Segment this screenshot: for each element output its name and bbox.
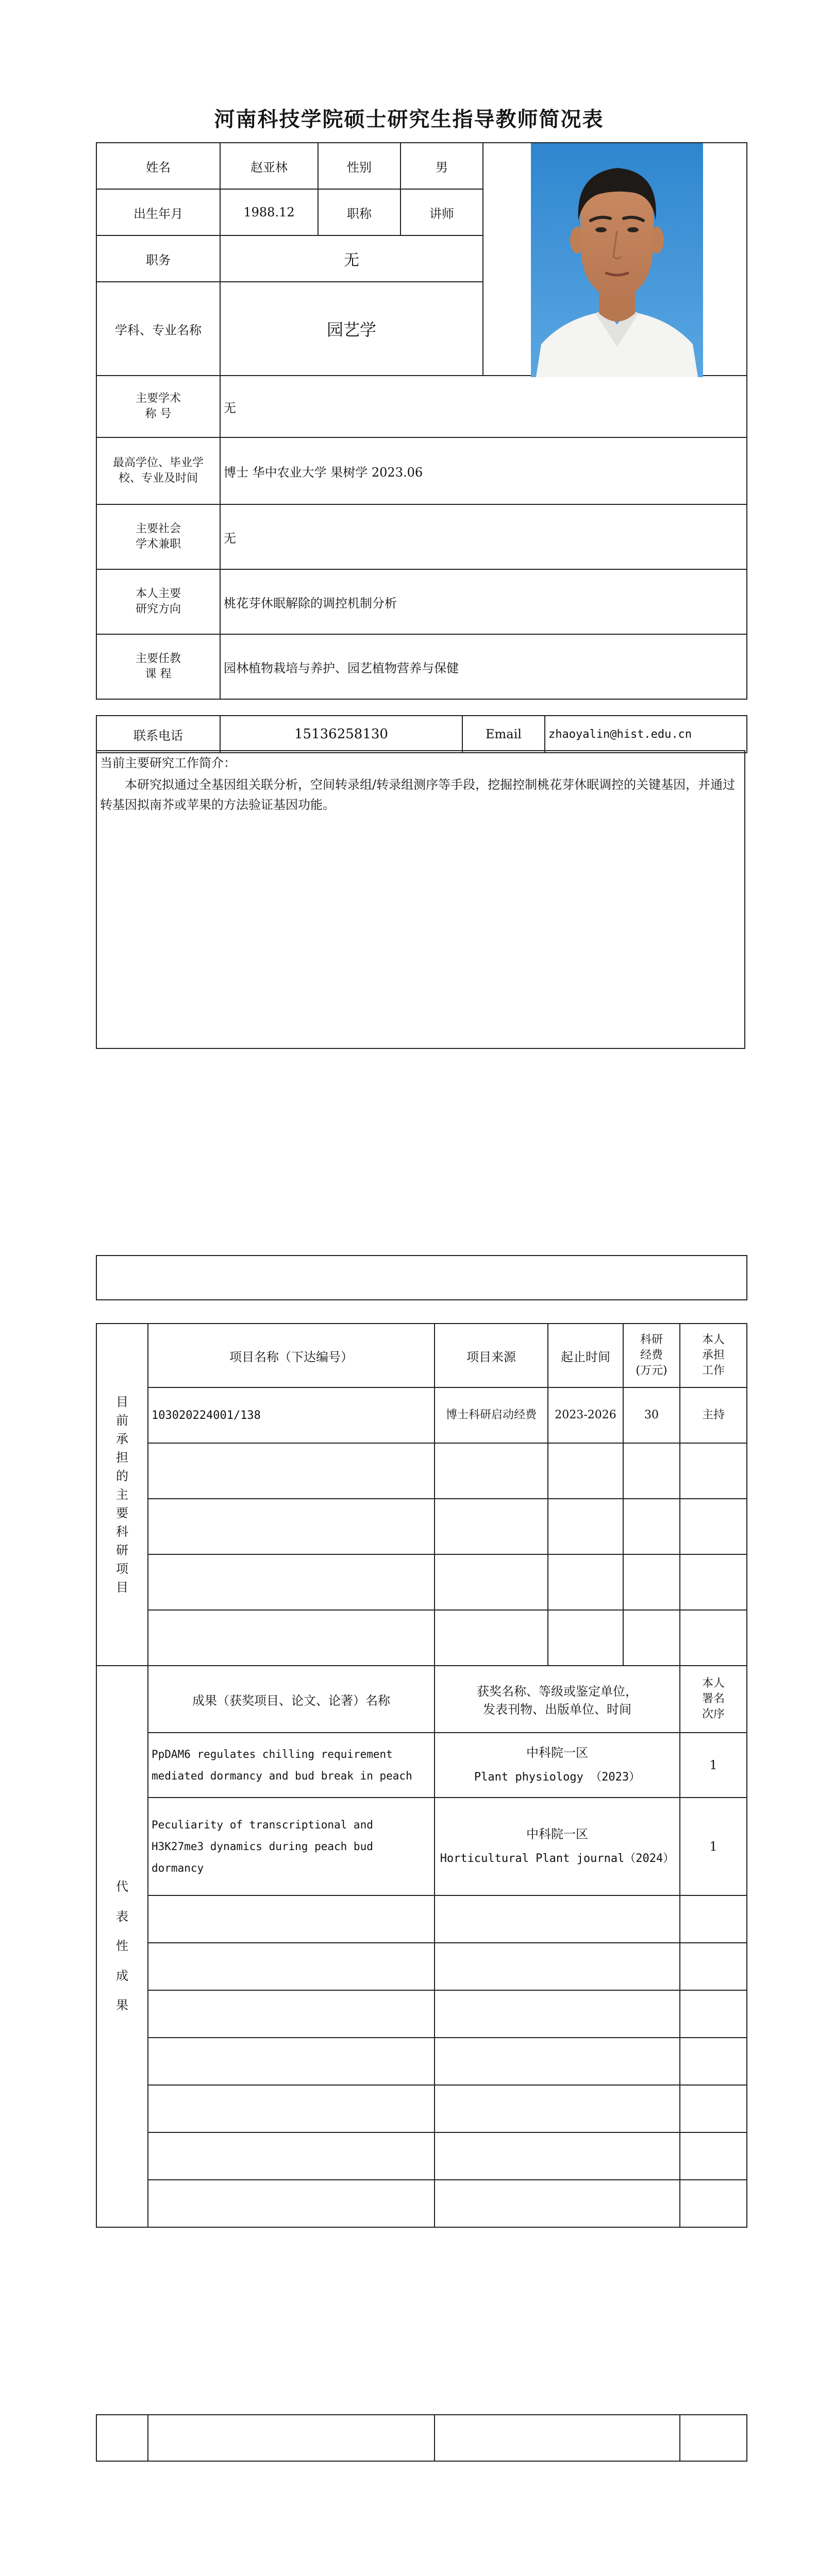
projects-side-char: 主 — [116, 1487, 128, 1502]
project-source: 博士科研启动经费 — [435, 1387, 548, 1443]
venue-header-line: 获奖名称、等级或鉴定单位， — [477, 1684, 638, 1699]
achievement-name-line: mediated dormancy and bud break in peach — [152, 1770, 412, 1782]
achievement-venue-line: Horticultural Plant journal（2024） — [440, 1852, 675, 1865]
achievement-name-line: dormancy — [152, 1862, 204, 1874]
social-value: 无 — [220, 504, 747, 569]
achievements-header-rank — [680, 1666, 747, 1733]
rank-header-line: 本人 — [702, 1677, 725, 1690]
email-label: Email — [462, 716, 545, 753]
degree-value: 博士 华中农业大学 果树学 2023.06 — [220, 437, 747, 504]
posts-label — [96, 376, 220, 437]
achievement-venue — [435, 1798, 680, 1895]
intro-body: 本研究拟通过全基因组关联分析，空间转录组/转录组测序等手段，挖掘控制桃花芽休眠调控的关键基因，并通过转基因拟南芥或苹果的方法验证基因功能。 — [100, 777, 736, 812]
continuation-row — [96, 2415, 747, 2461]
funds-header-line: 经费 — [640, 1349, 663, 1362]
role-header-line: 工作 — [702, 1364, 725, 1377]
achievement-rank: 1 — [680, 1733, 747, 1798]
project-row-empty — [96, 1610, 747, 1666]
courses-label — [96, 634, 220, 699]
page-title: 河南科技学院硕士研究生指导教师简况表 — [214, 108, 604, 131]
projects-side-char: 的 — [116, 1469, 128, 1483]
projects-header-period: 起止时间 — [548, 1324, 623, 1387]
achievements-side-char: 性 — [116, 1939, 128, 1954]
portrait-photo — [531, 143, 703, 377]
project-row-empty — [96, 1499, 747, 1554]
achievement-venue-line: 中科院一区 — [526, 1745, 588, 1760]
title-value: 讲师 — [400, 189, 483, 235]
project-funds: 30 — [623, 1387, 680, 1443]
achievements-side-char: 成 — [116, 1968, 128, 1983]
major-value: 园艺学 — [220, 282, 483, 376]
research-value: 桃花芽休眠解除的调控机制分析 — [220, 569, 747, 634]
projects-side-char: 前 — [116, 1413, 128, 1428]
duty-label: 职务 — [96, 235, 220, 282]
achievement-row — [96, 1733, 747, 1798]
birth-value: 1988.12 — [220, 189, 318, 235]
continuation-row-table — [96, 2414, 747, 2462]
gender-label: 性别 — [318, 143, 400, 189]
title-label: 职称 — [318, 189, 400, 235]
social-label — [96, 504, 220, 569]
achievements-header-name: 成果（获奖项目、论文、论著）名称 — [148, 1666, 435, 1733]
phone-value: 15136258130 — [220, 716, 462, 753]
birth-label: 出生年月 — [96, 189, 220, 235]
role-header-line: 本人 — [702, 1333, 725, 1347]
projects-side-char: 目 — [116, 1580, 128, 1595]
achievement-name-line: PpDAM6 regulates chilling requirement — [152, 1748, 393, 1760]
achievements-side-char: 表 — [116, 1909, 128, 1924]
achievement-row-empty — [96, 1990, 747, 2038]
achievement-rank: 1 — [680, 1798, 747, 1895]
research-label-line1: 本人主要 — [135, 587, 181, 601]
research-label — [96, 569, 220, 634]
degree-label-line1: 最高学位、毕业学 — [112, 456, 204, 470]
degree-label-line2: 校、专业及时间 — [118, 472, 198, 485]
projects-header-source: 项目来源 — [435, 1324, 548, 1387]
name-value: 赵亚林 — [220, 143, 318, 189]
courses-label-line1: 主要任教 — [135, 652, 181, 666]
projects-header-role — [680, 1324, 747, 1387]
projects-side-char: 要 — [116, 1506, 128, 1520]
social-label-line2: 学术兼职 — [135, 538, 181, 551]
achievement-row-empty — [96, 2085, 747, 2132]
blank-bar — [96, 1255, 747, 1300]
projects-side-char: 研 — [116, 1543, 128, 1557]
project-name: 103020224001/138 — [148, 1387, 435, 1443]
achievement-row — [96, 1798, 747, 1895]
funds-header-line: (万元) — [636, 1364, 667, 1377]
email-value: zhaoyalin@hist.edu.cn — [545, 716, 747, 753]
achievement-name — [148, 1733, 435, 1798]
project-row-empty — [96, 1443, 747, 1499]
achievements-side-char: 代 — [116, 1879, 128, 1894]
project-role: 主持 — [680, 1387, 747, 1443]
project-period: 2023-2026 — [548, 1387, 623, 1443]
contact-table — [96, 715, 747, 753]
projects-side-char: 承 — [116, 1432, 128, 1446]
projects-side-char: 目 — [116, 1395, 128, 1409]
projects-side-label — [96, 1324, 148, 1666]
role-header-line: 承担 — [702, 1349, 725, 1362]
projects-side-char: 项 — [116, 1562, 128, 1576]
achievement-venue-line: Plant physiology （2023） — [474, 1771, 641, 1784]
courses-value: 园林植物栽培与养护、园艺植物营养与保健 — [220, 634, 747, 699]
degree-label — [96, 437, 220, 504]
venue-header-line: 发表刊物、出版单位、时间 — [483, 1702, 631, 1717]
gender-value: 男 — [400, 143, 483, 189]
projects-header-funds — [623, 1324, 680, 1387]
funds-header-line: 科研 — [640, 1333, 663, 1347]
achievement-venue-line: 中科院一区 — [526, 1827, 588, 1842]
achievement-name-line: Peculiarity of transcriptional and — [152, 1819, 373, 1831]
research-intro-box — [96, 750, 745, 1049]
research-label-line2: 研究方向 — [135, 603, 181, 616]
phone-label: 联系电话 — [96, 716, 220, 753]
achievements-header-venue — [435, 1666, 680, 1733]
social-label-line1: 主要社会 — [135, 522, 181, 536]
rank-header-line: 署名 — [702, 1692, 725, 1706]
posts-label-line1: 主要学术 — [135, 392, 181, 405]
achievement-row-empty — [96, 2132, 747, 2180]
achievements-side-label — [96, 1666, 148, 2227]
achievement-venue — [435, 1733, 680, 1798]
intro-heading: 当前主要研究工作简介： — [100, 756, 236, 770]
name-label: 姓名 — [96, 143, 220, 189]
posts-value: 无 — [220, 376, 747, 437]
projects-side-char: 科 — [116, 1524, 128, 1539]
project-row-empty — [96, 1554, 747, 1610]
posts-label-line2: 称 号 — [145, 408, 172, 420]
rank-header-line: 次序 — [702, 1707, 725, 1721]
projects-achievements-table — [96, 1323, 747, 2228]
courses-label-line2: 课 程 — [145, 668, 172, 681]
projects-side-char: 担 — [116, 1450, 128, 1465]
projects-header-name: 项目名称（下达编号） — [148, 1324, 435, 1387]
achievement-name-line: H3K27me3 dynamics during peach bud — [152, 1840, 373, 1853]
achievement-row-empty — [96, 2180, 747, 2227]
achievement-name — [148, 1798, 435, 1895]
duty-value: 无 — [220, 235, 483, 282]
achievement-row-empty — [96, 2038, 747, 2085]
project-row — [96, 1387, 747, 1443]
achievement-row-empty — [96, 1895, 747, 1943]
achievements-side-char: 果 — [116, 1998, 128, 2013]
achievement-row-empty — [96, 1943, 747, 1990]
major-label: 学科、专业名称 — [96, 282, 220, 376]
